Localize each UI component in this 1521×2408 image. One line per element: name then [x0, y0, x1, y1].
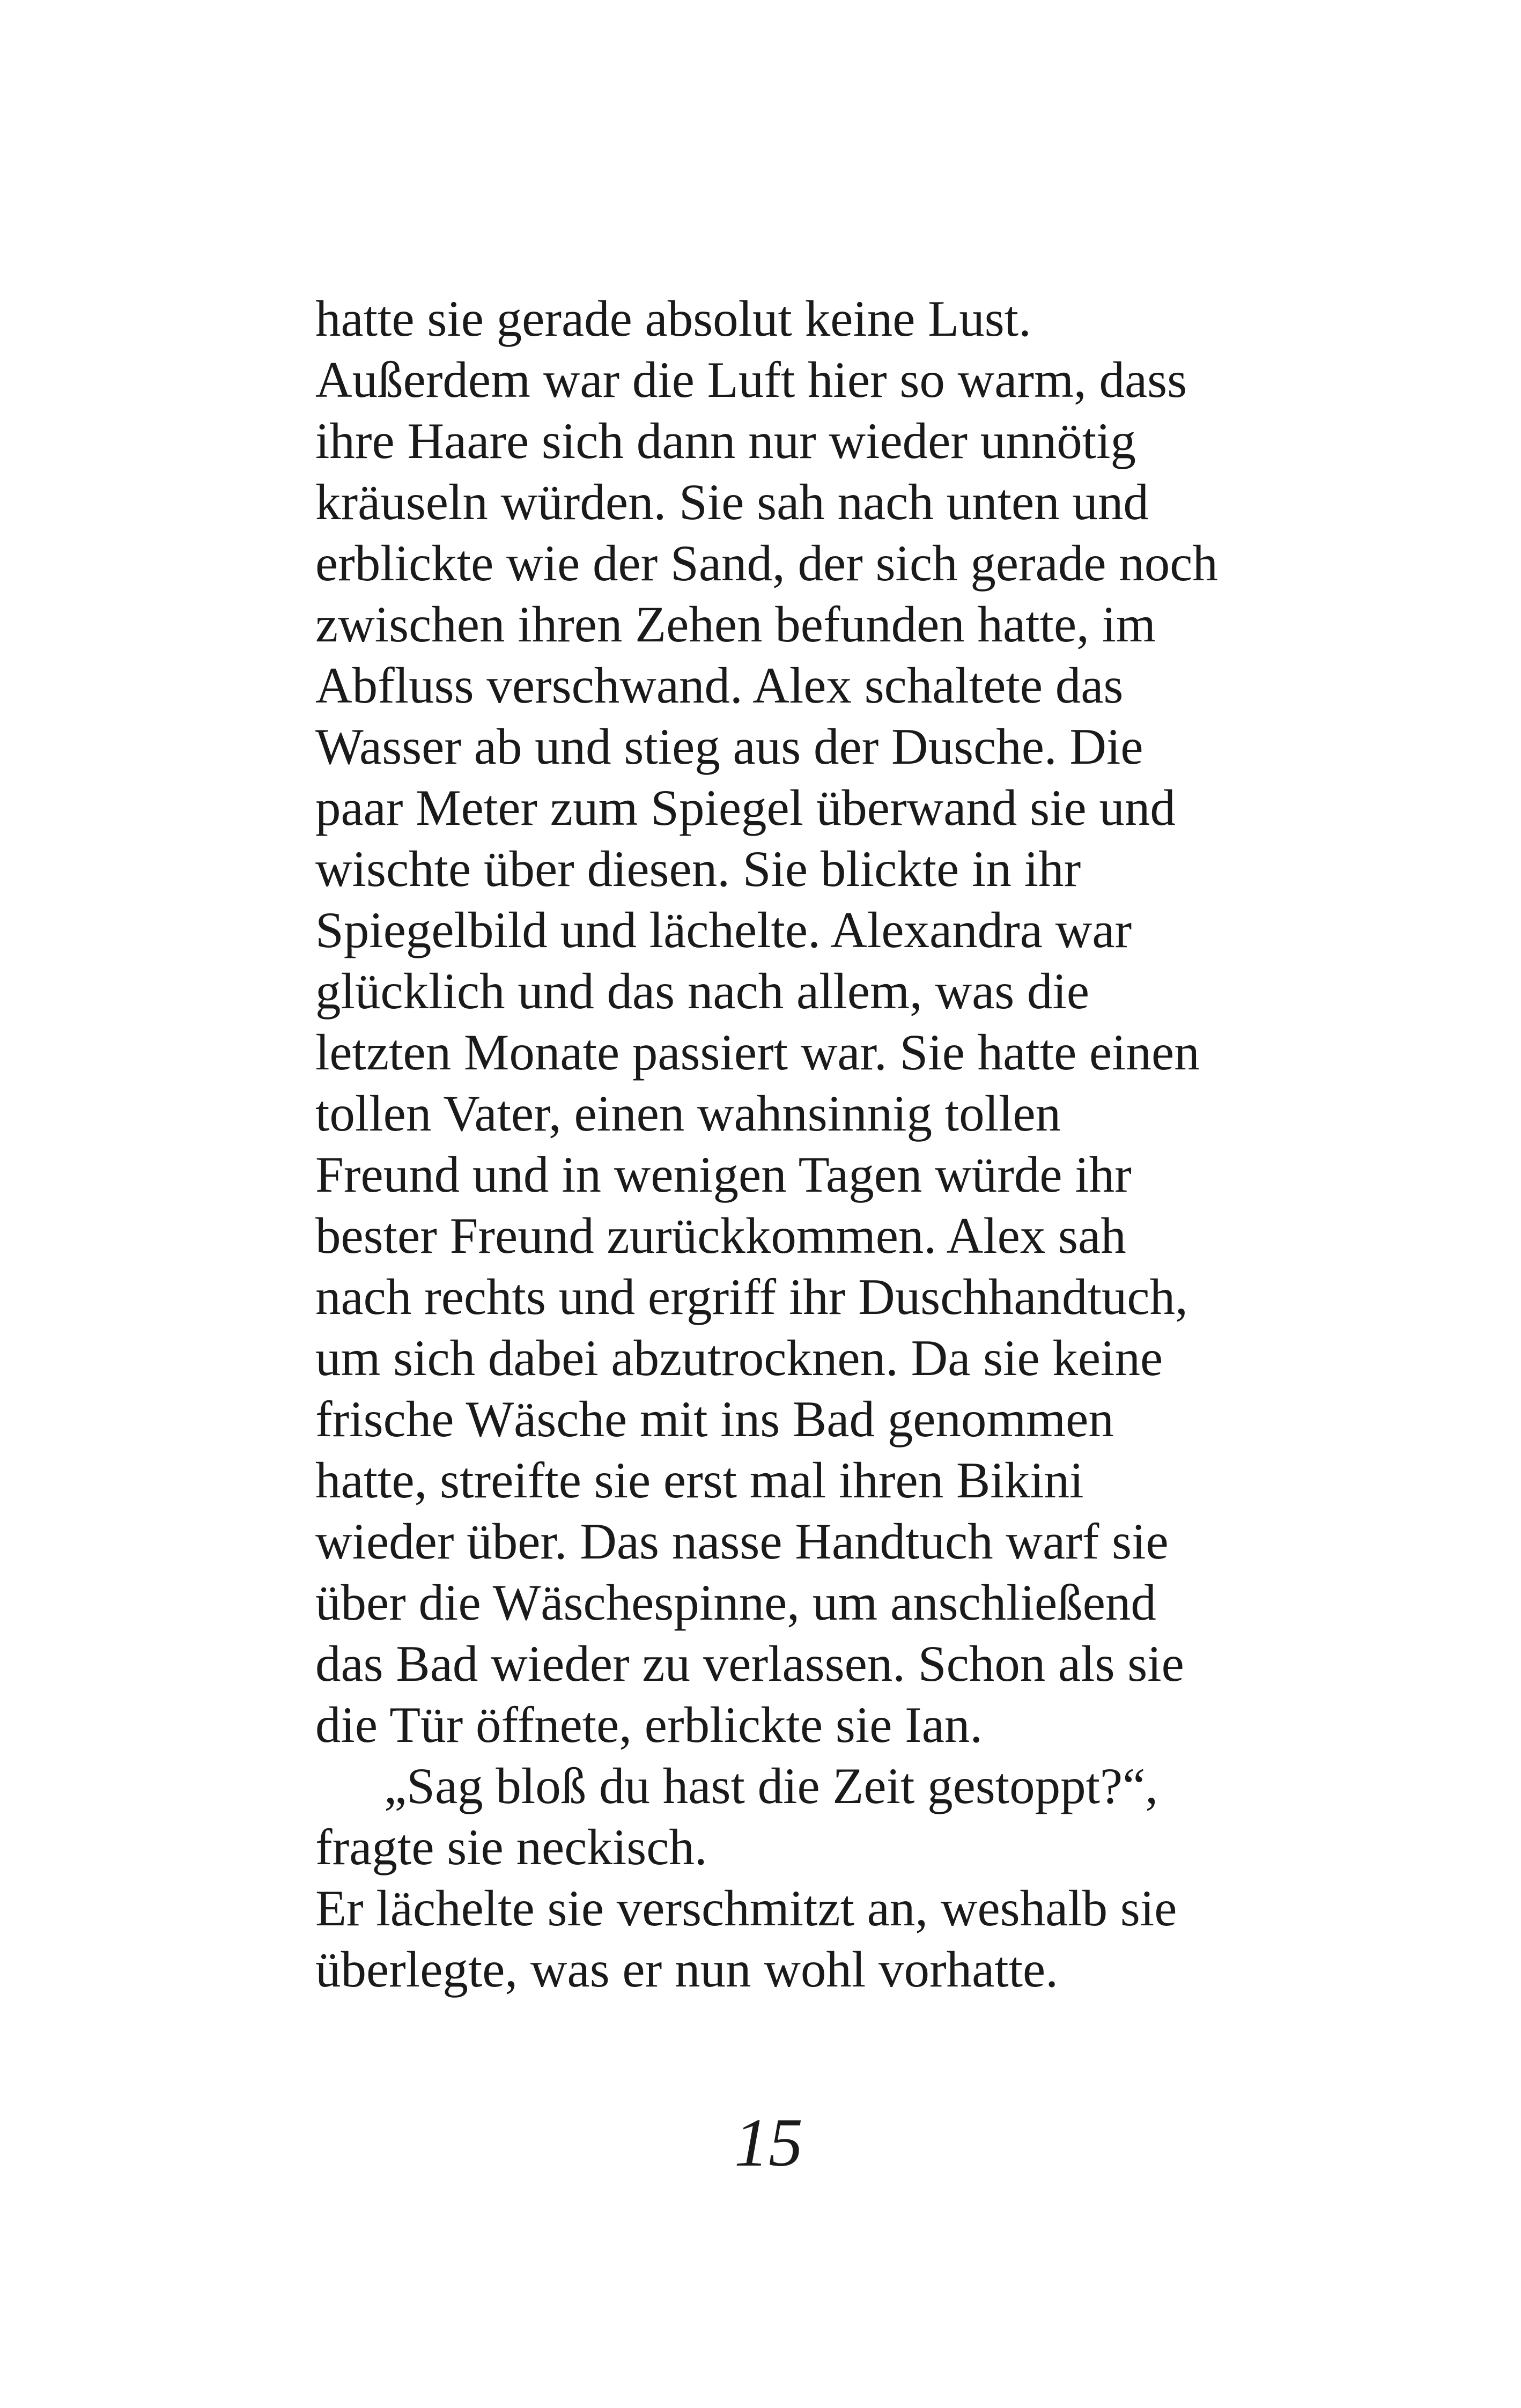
text-line: Spiegelbild und lächelte. Alexandra war	[315, 902, 1132, 958]
text-line: wischte über diesen. Sie blickte in ihr	[315, 840, 1081, 897]
text-line: tollen Vater, einen wahnsinnig tollen	[315, 1085, 1061, 1142]
text-line: zwischen ihren Zehen befunden hatte, im	[315, 596, 1156, 653]
text-line: Abfluss verschwand. Alex schaltete das	[315, 657, 1124, 714]
page-number: 15	[734, 2104, 803, 2181]
text-line: über die Wäschespinne, um anschließend	[315, 1574, 1156, 1631]
text-line: die Tür öffnete, erblickte sie Ian.	[315, 1696, 983, 1753]
body-text	[315, 288, 1334, 2000]
text-line: glücklich und das nach allem, was die	[315, 963, 1090, 1020]
text-line: paar Meter zum Spiegel überwand sie und	[315, 779, 1176, 836]
text-line: nach rechts und ergriff ihr Duschhandtuch,	[315, 1268, 1188, 1325]
text-line: letzten Monate passiert war. Sie hatte einen	[315, 1024, 1200, 1081]
text-line: um sich dabei abzutrocknen. Da sie keine	[315, 1329, 1163, 1386]
text-line: hatte, streifte sie erst mal ihren Bikini	[315, 1452, 1084, 1509]
dialogue-line: „Sag bloß du hast die Zeit gestoppt?“,	[384, 1757, 1158, 1814]
text-line: bester Freund zurückkommen. Alex sah	[315, 1207, 1126, 1264]
text-line: Wasser ab und stieg aus der Dusche. Die	[315, 718, 1143, 775]
text-line: Er lächelte sie verschmitzt an, weshalb sie	[315, 1880, 1177, 1937]
text-line: erblickte wie der Sand, der sich gerade noch	[315, 535, 1218, 592]
text-line: frische Wäsche mit ins Bad genommen	[315, 1391, 1114, 1447]
text-line: wieder über. Das nasse Handtuch warf sie	[315, 1513, 1169, 1570]
text-line: Außerdem war die Luft hier so warm, dass	[315, 351, 1187, 408]
text-line: überlegte, was er nun wohl vorhatte.	[315, 1941, 1058, 1998]
text-line: hatte sie gerade absolut keine Lust.	[315, 290, 1031, 347]
text-line: Freund und in wenigen Tagen würde ihr	[315, 1146, 1132, 1203]
text-line: ihre Haare sich dann nur wieder unnötig	[315, 412, 1136, 469]
text-line: fragte sie neckisch.	[315, 1819, 707, 1875]
text-line: das Bad wieder zu verlassen. Schon als sie	[315, 1635, 1184, 1692]
text-line: kräuseln würden. Sie sah nach unten und	[315, 474, 1149, 530]
